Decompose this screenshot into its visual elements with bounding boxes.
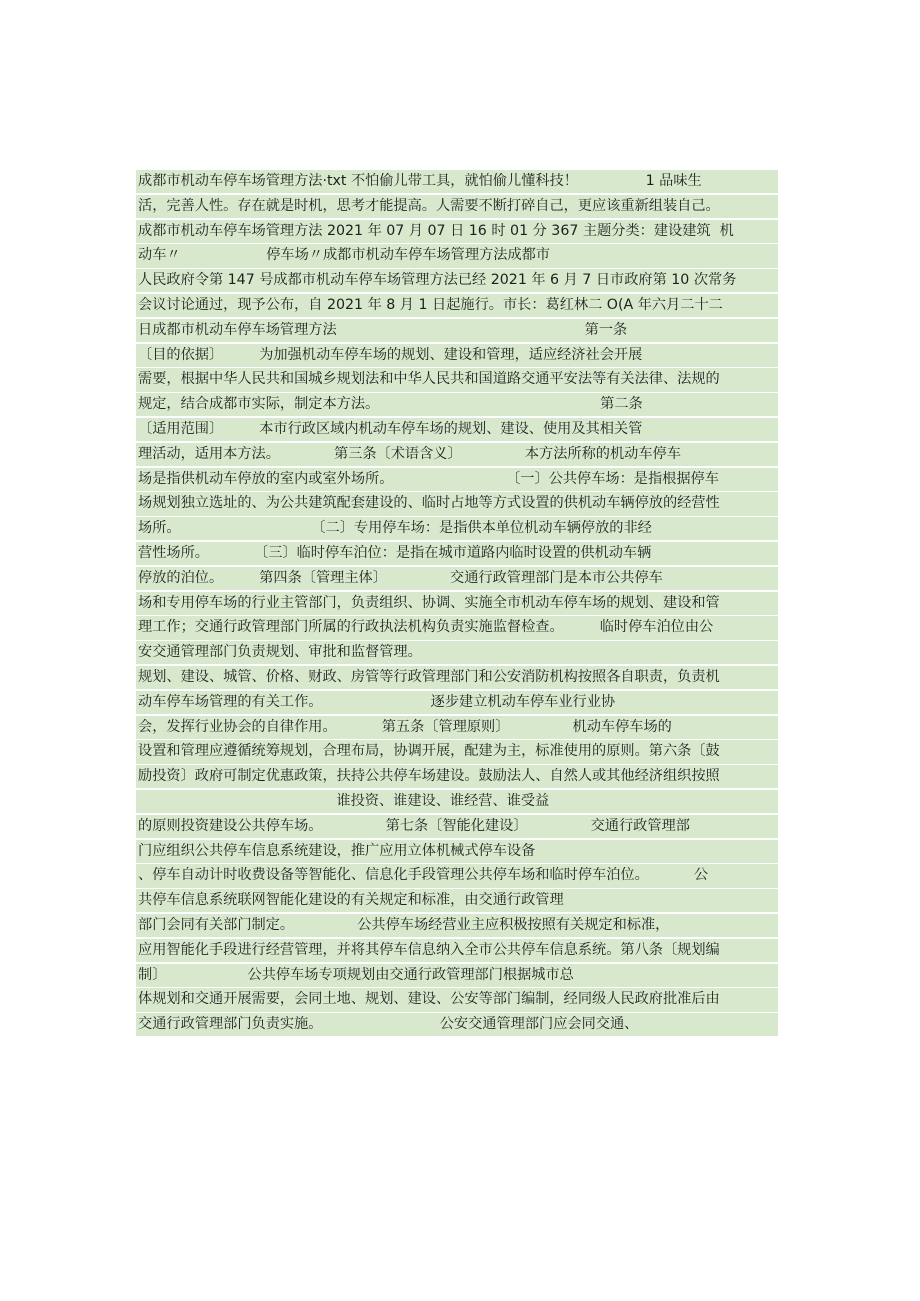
text-line: 营性场所。 〔三〕临时停车泊位：是指在城市道路内临时设置的供机动车辆 bbox=[136, 542, 778, 565]
text-line: 动车〃 停车场〃成都市机动车停车场管理方法成都市 bbox=[136, 244, 778, 267]
text-line: 〔适用范围〕 本市行政区域内机动车停车场的规划、建设、使用及其相关管 bbox=[136, 418, 778, 441]
text-line: 的原则投资建设公共停车场。 第七条〔智能化建设〕 交通行政管理部 bbox=[136, 815, 778, 838]
text-line: 励投资〕政府可制定优惠政策，扶持公共停车场建设。鼓励法人、自然人或其他经济组织按照 bbox=[136, 765, 778, 788]
text-line: 成都市机动车停车场管理方法 2021 年 07 月 07 日 16 时 01 分 367 主题分类：建设建筑 机 bbox=[136, 220, 778, 243]
text-line: 应用智能化手段进行经营管理，并将其停车信息纳入全市公共停车信息系统。第八条〔规划编 bbox=[136, 939, 778, 962]
text-line: 日成都市机动车停车场管理方法 第一条 bbox=[136, 319, 778, 342]
text-line: 成都市机动车停车场管理方法·txt 不怕偷儿带工具，就怕偷儿懂科技！ 1 品味生 bbox=[136, 170, 778, 193]
text-line: 体规划和交通开展需要，会同土地、规划、建设、公安等部门编制，经同级人民政府批准后由 bbox=[136, 988, 778, 1011]
text-line: 人民政府令第 147 号成都市机动车停车场管理方法已经 2021 年 6 月 7 日市政府第 10 次常务 bbox=[136, 269, 778, 292]
text-line: 安交通管理部门负责规划、审批和监督管理。 bbox=[136, 641, 778, 664]
text-line: 场所。 〔二〕专用停车场：是指供本单位机动车辆停放的非经 bbox=[136, 517, 778, 540]
text-line: 场规划独立选址的、为公共建筑配套建设的、临时占地等方式设置的供机动车辆停放的经营性 bbox=[136, 492, 778, 515]
text-line: 理工作；交通行政管理部门所属的行政执法机构负责实施监督检查。 临时停车泊位由公 bbox=[136, 616, 778, 639]
text-line: 共停车信息系统联网智能化建设的有关规定和标准，由交通行政管理 bbox=[136, 889, 778, 912]
text-line: 理活动，适用本方法。 第三条〔术语含义〕 本方法所称的机动车停车 bbox=[136, 443, 778, 466]
text-line: 会，发挥行业协会的自律作用。 第五条〔管理原则〕 机动车停车场的 bbox=[136, 716, 778, 739]
text-line: 需要，根据中华人民共和国城乡规划法和中华人民共和国道路交通平安法等有关法律、法规的 bbox=[136, 368, 778, 391]
text-line: 部门会同有关部门制定。 公共停车场经营业主应积极按照有关规定和标准， bbox=[136, 914, 778, 937]
text-line: 交通行政管理部门负责实施。 公安交通管理部门应会同交通、 bbox=[136, 1013, 778, 1036]
text-line: 停放的泊位。 第四条〔管理主体〕 交通行政管理部门是本市公共停车 bbox=[136, 567, 778, 590]
text-line: 〔目的依据〕 为加强机动车停车场的规划、建设和管理，适应经济社会开展 bbox=[136, 344, 778, 367]
text-line: 规划、建设、城管、价格、财政、房管等行政管理部门和公安消防机构按照各自职责，负责机 bbox=[136, 666, 778, 689]
text-line: 设置和管理应遵循统筹规划，合理布局，协调开展，配建为主，标准使用的原则。第六条〔鼓 bbox=[136, 740, 778, 763]
text-line: 活，完善人性。存在就是时机，思考才能提高。人需要不断打碎自己，更应该重新组装自己。 bbox=[136, 195, 778, 218]
text-line: 场是指供机动车停放的室内或室外场所。 〔一〕公共停车场：是指根据停车 bbox=[136, 468, 778, 491]
text-line: 动车停车场管理的有关工作。 逐步建立机动车停车业行业协 bbox=[136, 691, 778, 714]
text-line: 制〕 公共停车场专项规划由交通行政管理部门根据城市总 bbox=[136, 964, 778, 987]
text-line: 谁投资、谁建设、谁经营、谁受益 bbox=[136, 790, 778, 813]
text-line: 会议讨论通过，现予公布，自 2021 年 8 月 1 日起施行。市长：葛红林二 O(A 年六月二十二 bbox=[136, 294, 778, 317]
text-line: 、停车自动计时收费设备等智能化、信息化手段管理公共停车场和临时停车泊位。 公 bbox=[136, 864, 778, 887]
text-line: 规定，结合成都市实际，制定本方法。 第二条 bbox=[136, 393, 778, 416]
text-line: 门应组织公共停车信息系统建设，推广应用立体机械式停车设备 bbox=[136, 840, 778, 863]
document-body bbox=[136, 170, 778, 1038]
text-line: 场和专用停车场的行业主管部门，负责组织、协调、实施全市机动车停车场的规划、建设和管 bbox=[136, 592, 778, 615]
